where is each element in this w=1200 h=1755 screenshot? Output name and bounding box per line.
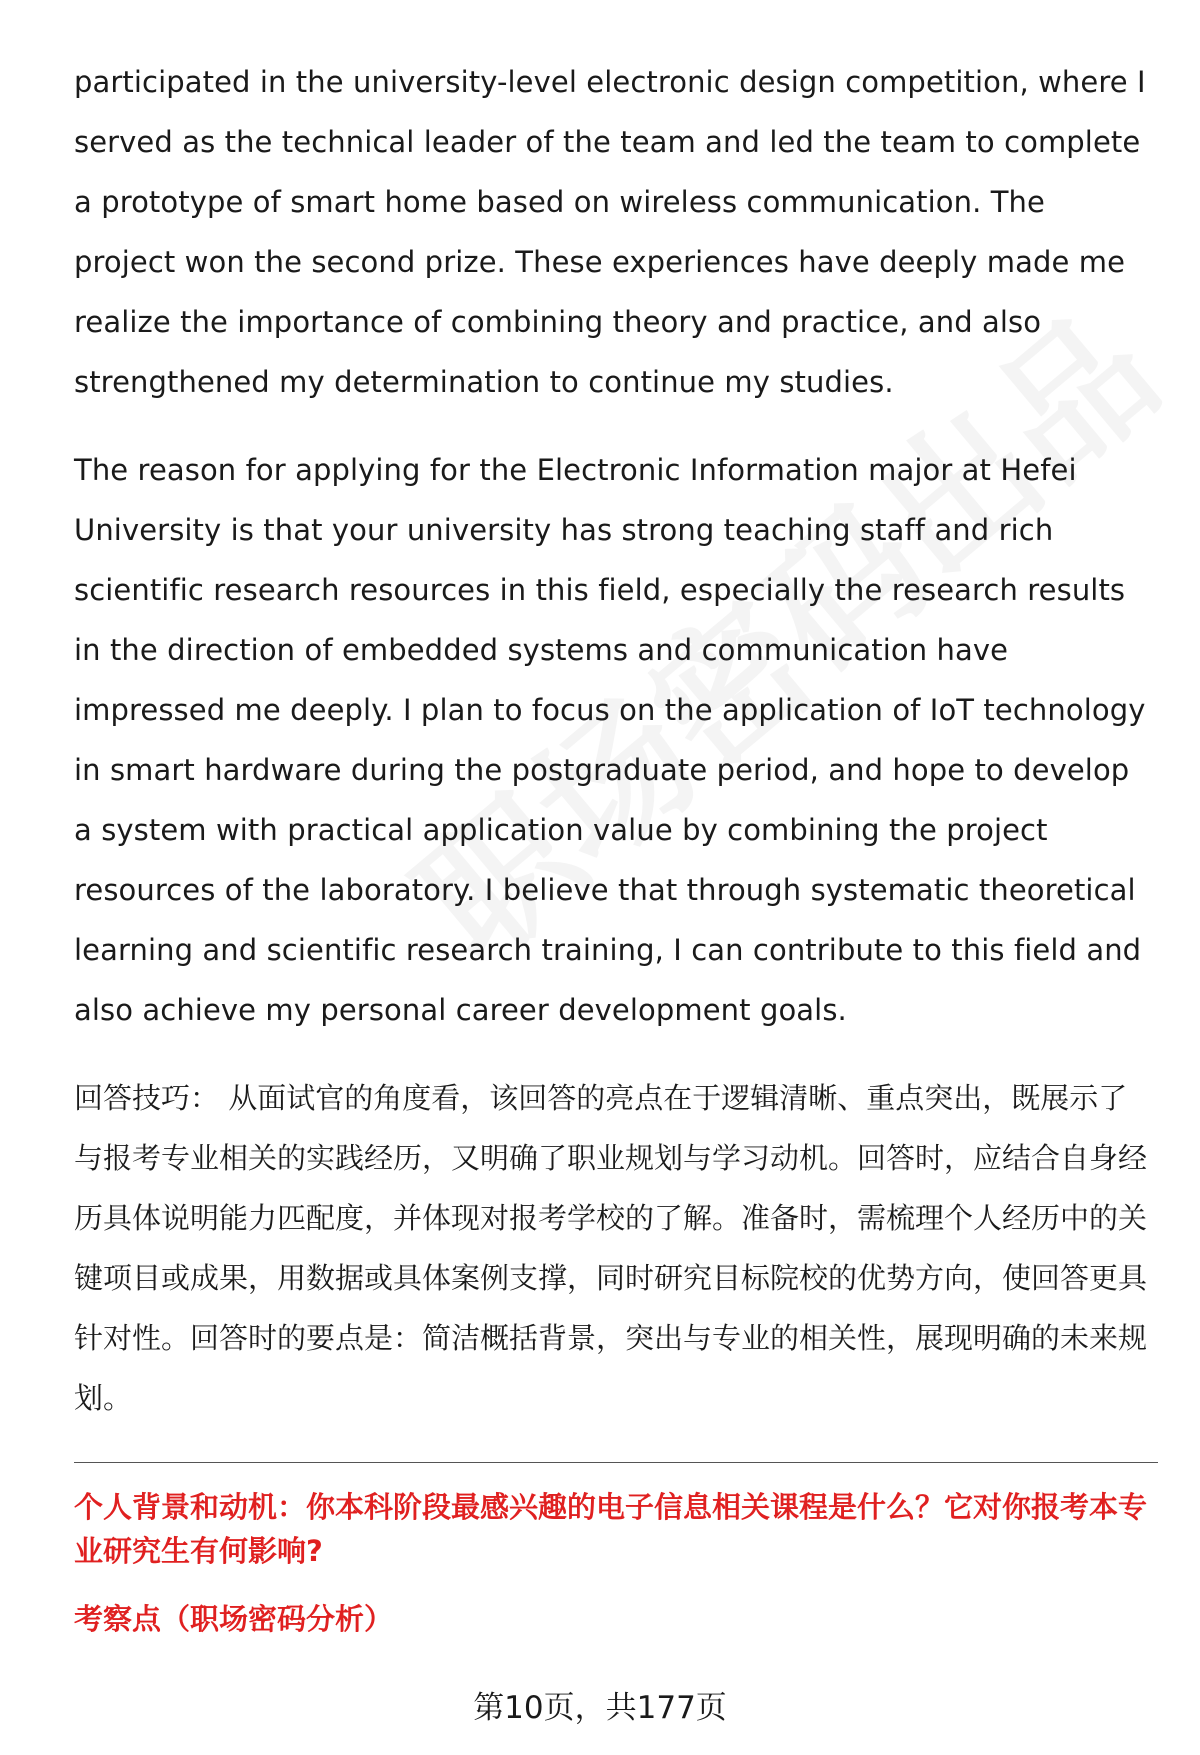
document-page	[74, 52, 1154, 1641]
interview-question: 个人背景和动机：你本科阶段最感兴趣的电子信息相关课程是什么？它对你报考本专业研究生有何影响?	[74, 1490, 1148, 1568]
body-paragraph-2: The reason for applying for the Electronic Information major at Hefei University is that your university has strong teaching staff and rich scientific research resources in this field, especially the research results in the direction of embedded systems and communication have impressed me deeply. I plan to focus on the application of IoT technology in smart hardware during the postgraduate period, and hope to develop a system with practical application value by combining the project resources of the laboratory. I believe that through systematic theoretical learning and scientific research training, I can contribute to this field and also achieve my personal career development goals.	[74, 453, 1146, 1027]
answer-tip: 回答技巧： 从面试官的角度看，该回答的亮点在于逻辑清晰、重点突出，既展示了与报考专业相关的实践经历，又明确了职业规划与学习动机。回答时，应结合自身经历具体说明能力匹配度，并体现对报考学校的了解。准备时，需梳理个人经历中的关键项目或成果，用数据或具体案例支撑，同时研究目标院校的优势方向，使回答更具针对性。回答时的要点是：简洁概括背景，突出与专业的相关性，展现明确的未来规划。	[74, 1081, 1148, 1415]
body-paragraph-1: participated in the university-level electronic design competition, where I served as the technical leader of the team and led the team to complete a prototype of smart home based on wireless communication. The project won the second prize. These experiences have deeply made me realize the importance of combining theory and practice, and also strengthened my determination to continue my studies.	[74, 65, 1146, 399]
page-number: 第10页，共177页	[473, 1690, 727, 1726]
section-heading: 考察点（职场密码分析）	[74, 1602, 394, 1636]
section-divider	[74, 1462, 1158, 1463]
